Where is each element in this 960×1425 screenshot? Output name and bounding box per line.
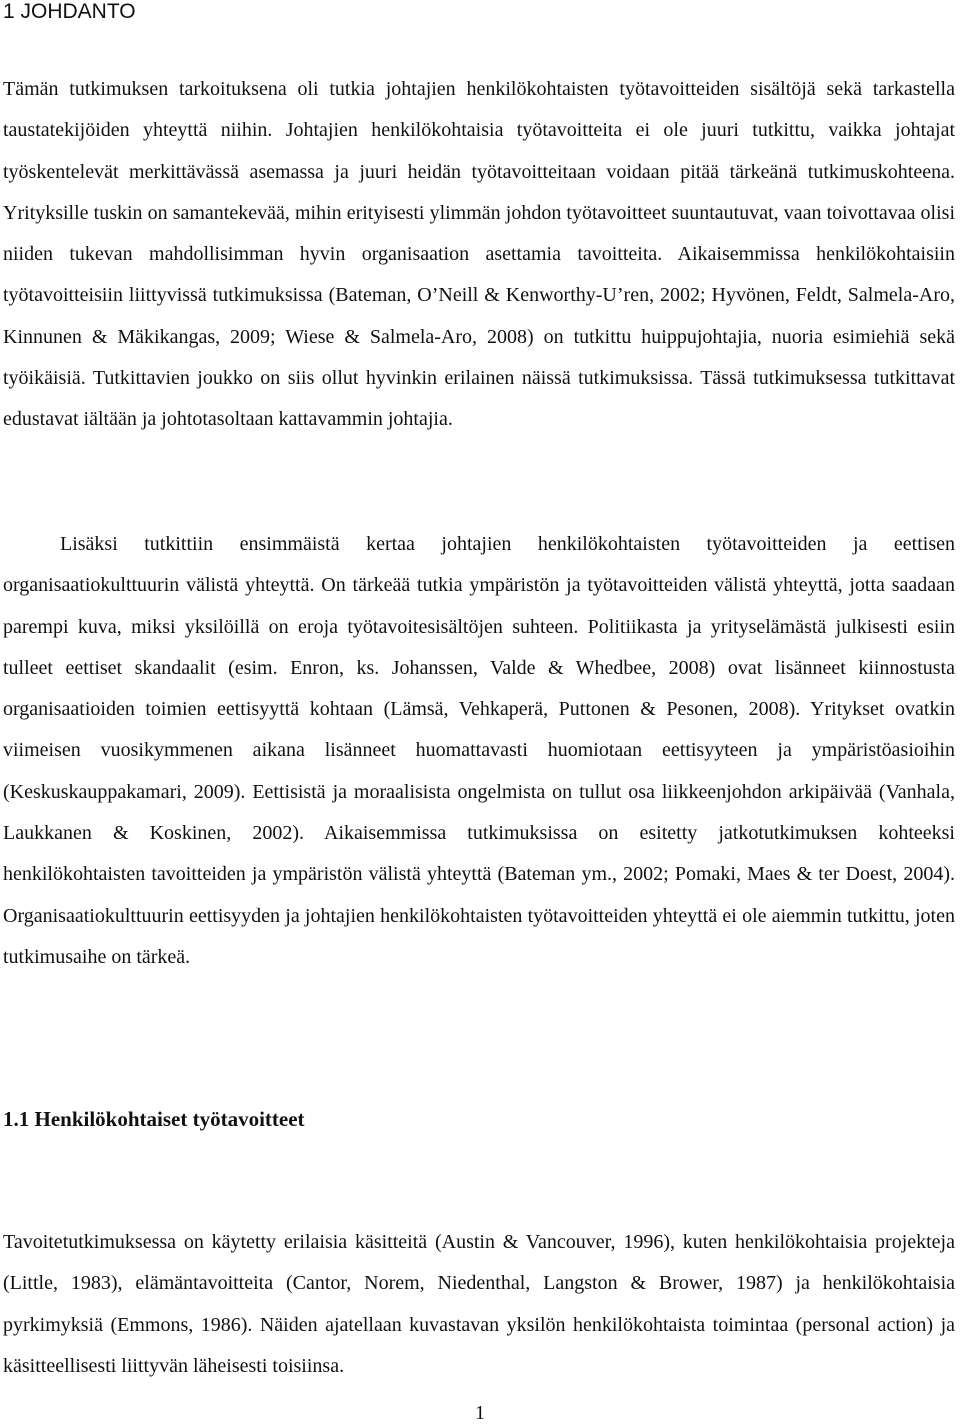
section-heading: 1.1 Henkilökohtaiset työtavoitteet (3, 1107, 305, 1131)
body-paragraph: Tämän tutkimuksen tarkoituksena oli tutkia johtajien henkilökohtaisten työtavoitteiden sisältöjä sekä tarkastella taustatekijöiden yhteyttä niihin. Johtajien henkilökohtaisia työtavoitteita ei ole juuri tutkittu, vaikka johtajat työskentelevät merkittävässä asemassa ja juuri heidän työtavoitteitaan voidaan pitää tärkeänä tutkimuskohteena. Yrityksille tuskin on samantekevää, mihin erityisesti ylimmän johdon työtavoitteet suuntautuvat, vaan toivottavaa olisi niiden tukevan mahdollisimman hyvin organisaation asettamia tavoitteita. Aikaisemmissa henkilökohtaisiin työtavoitteisiin liittyvissä tutkimuksissa (Bateman, O’Neill & Kenworthy-U’ren, 2002; Hyvönen, Feldt, Salmela-Aro, Kinnunen & Mäkikangas, 2009; Wiese & Salmela-Aro, 2008) on tutkittu huippujohtajia, nuoria esimiehiä sekä työikäisiä. Tutkittavien joukko on siis ollut hyvinkin erilainen näissä tutkimuksissa. Tässä tutkimuksessa tutkittavat edustavat iältään ja johtotasoltaan kattavammin johtajia. (3, 78, 955, 431)
chapter-heading: 1 JOHDANTO (3, 0, 136, 23)
section-paragraph: Tavoitetutkimuksessa on käytetty erilaisia käsitteitä (Austin & Vancouver, 1996), kuten henkilökohtaisia projekteja (Little, 1983), elämäntavoitteita (Cantor, Norem, Niedenthal, Langston & Brower, 1987) ja henkilökohtaisia pyrkimyksiä (Emmons, 1986). Näiden ajatellaan kuvastavan yksilön henkilökohtaista toimintaa (personal action) ja käsitteellisesti liittyvän läheisesti toisiinsa. (3, 1231, 955, 1377)
page-number: 1 (475, 1402, 485, 1424)
body-paragraph: Lisäksi tutkittiin ensimmäistä kertaa johtajien henkilökohtaisten työtavoitteiden ja eettisen organisaatiokulttuurin välistä yhteyttä. On tärkeää tutkia ympäristön ja työtavoitteiden välistä yhteyttä, jotta saadaan parempi kuva, miksi yksilöillä on eroja työtavoitesisältöjen suhteen. Politiikasta ja yrityselämästä julkisesti esiin tulleet eettiset skandaalit (esim. Enron, ks. Johanssen, Valde & Whedbee, 2008) ovat lisänneet kiinnostusta organisaatioiden toimien eettisyyttä kohtaan (Lämsä, Vehkaperä, Puttonen & Pesonen, 2008). Yritykset ovatkin viimeisen vuosikymmenen aikana lisänneet huomattavasti huomiotaan eettisyyteen ja ympäristöasioihin (Keskuskauppakamari, 2009). Eettisistä ja moraalisista ongelmista on tullut osa liikkeenjohdon arkipäivää (Vanhala, Laukkanen & Koskinen, 2002). Aikaisemmissa tutkimuksissa on esitetty jatkotutkimuksen kohteeksi henkilökohtaisten tavoitteiden ja ympäristön välistä yhteyttä (Bateman ym., 2002; Pomaki, Maes & ter Doest, 2004). Organisaatiokulttuurin eettisyyden ja johtajien henkilökohtaisten työtavoitteiden yhteyttä ei ole aiemmin tutkittu, joten tutkimusaihe on tärkeä. (3, 533, 955, 968)
